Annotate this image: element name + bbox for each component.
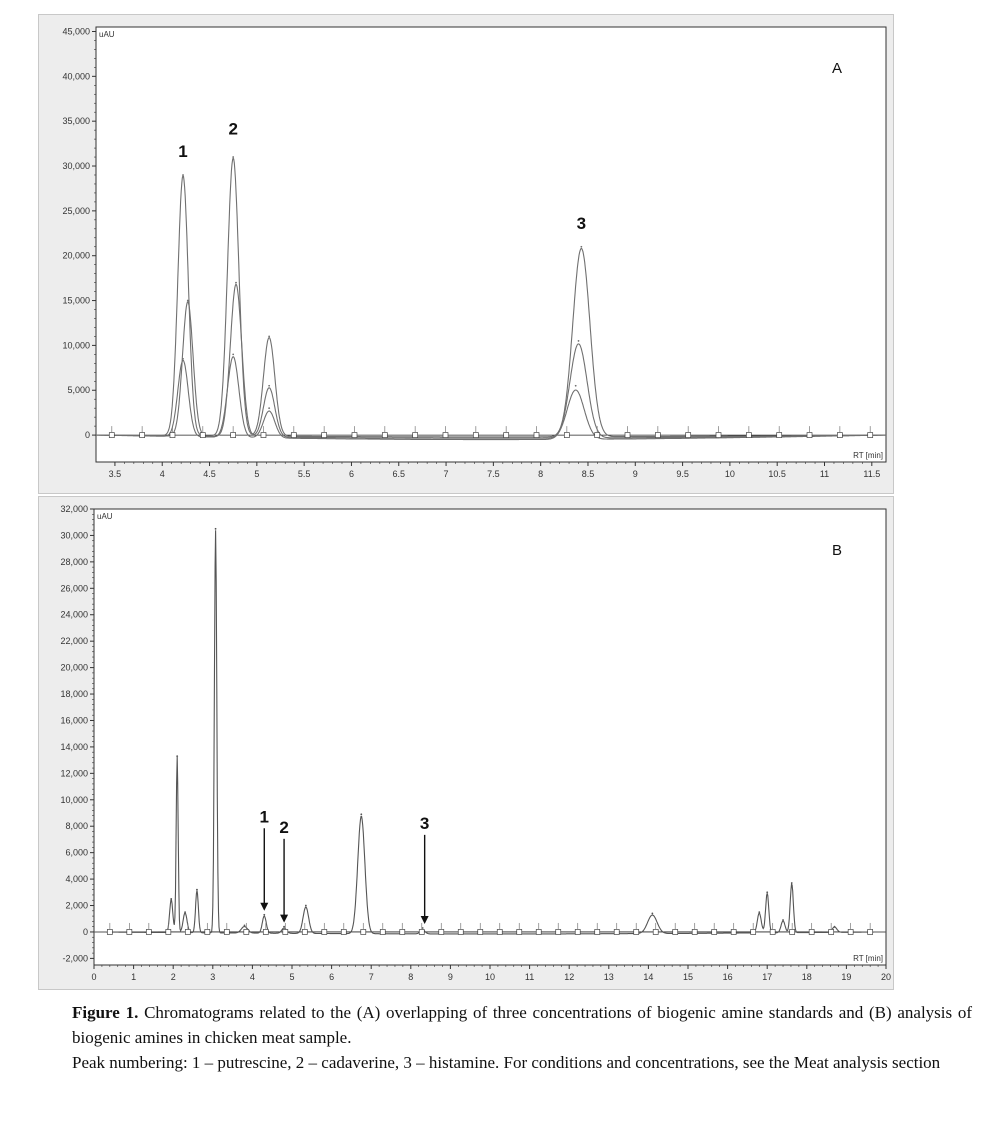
chart-b-integration-marker: [419, 929, 424, 934]
chart-b-integration-marker: [536, 929, 541, 934]
caption-line-1: Chromatograms related to the (A) overlapping of three concentrations of biogenic amine standards and (B) analysis of biogenic amines in chicken meat sample.: [72, 1003, 973, 1047]
chart-b-peak-point: [834, 926, 836, 928]
chart-b-y-tick-label: 12,000: [60, 768, 88, 779]
chart-a-x-tick-label: 11.5: [863, 469, 881, 479]
chart-b-y-tick-label: 8,000: [65, 821, 88, 832]
chart-b-peak-point: [170, 898, 172, 900]
chart-b-integration-marker: [322, 929, 327, 934]
chart-a-y-unit: uAU: [99, 30, 115, 39]
chart-a-x-tick-label: 6.5: [392, 469, 406, 479]
chart-b-peak-point: [758, 911, 760, 913]
chart-b-integration-marker: [380, 929, 385, 934]
chart-b-x-tick-label: 20: [880, 972, 892, 982]
chart-b-peak-point: [244, 924, 246, 926]
chart-b-integration-marker: [263, 929, 268, 934]
chart-b-y-tick-label: 20,000: [60, 662, 88, 673]
chart-b-integration-marker: [673, 929, 678, 934]
chart-b-integration-marker: [809, 929, 814, 934]
figure-caption: [72, 1000, 972, 1075]
chart-b-integration-marker: [439, 929, 444, 934]
chart-b-x-tick-label: 14: [643, 972, 654, 982]
chart-b-x-unit: RT [min]: [853, 954, 883, 963]
chart-a-y-tick-label: 45,000: [62, 26, 90, 37]
chart-b-x-tick-label: 4: [249, 972, 255, 982]
chart-b-peak-point: [360, 813, 362, 815]
chart-a-x-tick-label: 3.5: [108, 469, 122, 479]
chart-b-x-tick-label: 0: [91, 972, 97, 982]
chart-b-y-tick-label: 18,000: [60, 689, 88, 700]
chart-b-integration-marker: [692, 929, 697, 934]
chart-b-peak-point: [263, 914, 265, 916]
chart-b-peak-point: [651, 913, 653, 915]
chart-a-x-unit: RT [min]: [853, 451, 883, 460]
chart-b-x-tick-label: 1: [131, 972, 137, 982]
chart-a-y-tick-label: 5,000: [67, 385, 90, 396]
chart-b-integration-marker: [653, 929, 658, 934]
chart-b-peak-point: [176, 755, 178, 757]
chart-a-x-tick-label: 7.5: [487, 469, 500, 479]
chart-b-integration-marker: [127, 929, 132, 934]
chart-a-y-tick-label: 25,000: [62, 205, 90, 216]
chart-b-integration-marker: [341, 929, 346, 934]
chart-b-peak-point: [196, 889, 198, 891]
chart-a-x-tick-label: 11: [819, 469, 830, 479]
chart-b-x-tick-label: 7: [368, 972, 374, 982]
chart-a-panel-label: A: [832, 60, 843, 77]
chart-b-integration-marker: [634, 929, 639, 934]
chart-b-x-tick-label: 11: [524, 972, 535, 982]
chart-b-integration-marker: [575, 929, 580, 934]
chart-b-integration-marker: [224, 929, 229, 934]
chart-b-y-tick-label: 4,000: [65, 874, 88, 885]
chart-b-y-tick-label: 10,000: [60, 794, 88, 805]
chart-a-x-tick-label: 9.5: [676, 469, 689, 479]
chart-b-y-tick-label: 2,000: [65, 900, 88, 911]
chart-b-integration-marker: [790, 929, 795, 934]
chart-b-peak-point: [184, 911, 186, 913]
chart-a-y-tick-label: 0: [84, 430, 90, 441]
chart-b-integration-marker: [595, 929, 600, 934]
chart-b-integration-marker: [205, 929, 210, 934]
chart-b-x-tick-label: 17: [762, 972, 773, 982]
chart-a-x-tick-label: 8.5: [581, 469, 595, 479]
chart-b-integration-marker: [556, 929, 561, 934]
chart-b-x-tick-label: 19: [841, 972, 852, 982]
chart-b-y-tick-label: 6,000: [65, 847, 88, 858]
chart-b-y-tick-label: 30,000: [60, 530, 88, 541]
chart-b-integration-marker: [497, 929, 502, 934]
chart-b-integration-marker: [185, 929, 190, 934]
chart-a-peak-label-2: 2: [228, 119, 238, 139]
chart-b-peak-label-2: 2: [279, 817, 289, 837]
chart-b-integration-marker: [166, 929, 171, 934]
chart-b-peak-point: [215, 528, 217, 530]
chart-b-peak-point: [283, 926, 285, 928]
chart-b-y-tick-label: 16,000: [60, 715, 88, 726]
chart-a-x-tick-label: 7: [443, 469, 449, 479]
chart-b-y-tick-label: 28,000: [60, 556, 88, 567]
chart-b-x-tick-label: 18: [801, 972, 812, 982]
chart-b-integration-marker: [848, 929, 853, 934]
chart-a-x-tick-label: 5: [254, 469, 260, 479]
chart-a-y-tick-label: 20,000: [62, 250, 90, 261]
chart-b-peak-label-3: 3: [419, 813, 430, 833]
chart-b-integration-marker: [829, 929, 834, 934]
chart-b-y-tick-label: 32,000: [60, 504, 88, 514]
chart-b-integration-marker: [478, 929, 483, 934]
chart-a-peak-label-3: 3: [576, 213, 587, 233]
chart-b-y-tick-label: -2,000: [62, 953, 88, 964]
caption-line-2: Peak numbering: 1 – putrescine, 2 – cadaverine, 3 – histamine. For conditions and concentrations, see the Meat analysis section: [72, 1053, 941, 1072]
chart-b-integration-marker: [712, 929, 717, 934]
chart-b-integration-marker: [302, 929, 307, 934]
chart-a-x-tick-label: 5.5: [297, 469, 311, 479]
chart-b-panel-label: B: [832, 542, 843, 559]
chart-b-integration-marker: [361, 929, 366, 934]
chart-b-peak-point: [791, 882, 793, 884]
chart-b-integration-marker: [751, 929, 756, 934]
chart-b-integration-marker: [458, 929, 463, 934]
chart-a-x-tick-label: 10: [724, 469, 735, 479]
chart-b-integration-marker: [868, 929, 873, 934]
chart-b-x-tick-label: 8: [408, 972, 414, 982]
chart-a-y-tick-label: 35,000: [62, 116, 90, 127]
chart-b-x-tick-label: 3: [210, 972, 216, 982]
chart-a-x-tick-label: 9: [632, 469, 638, 479]
chart-b-integration-marker: [614, 929, 619, 934]
chart-a-y-tick-label: 10,000: [62, 340, 90, 351]
chart-a-y-tick-label: 15,000: [62, 295, 90, 306]
chart-b-y-tick-label: 22,000: [60, 636, 88, 647]
chart-b-integration-marker: [731, 929, 736, 934]
chart-b-peak-label-1: 1: [259, 807, 270, 827]
chart-b-y-tick-label: 0: [82, 926, 88, 937]
chart-b-integration-marker: [517, 929, 522, 934]
chart-b-x-tick-label: 9: [447, 972, 453, 982]
chart-b-y-tick-label: 14,000: [60, 741, 88, 752]
chart-b-x-tick-label: 12: [564, 972, 575, 982]
chart-b-y-tick-label: 26,000: [60, 583, 88, 594]
chart-b-x-tick-label: 2: [170, 972, 176, 982]
chart-b-integration-marker: [283, 929, 288, 934]
chart-a-y-tick-label: 40,000: [62, 71, 90, 82]
chart-b-x-tick-label: 10: [484, 972, 496, 982]
figure-label: Figure 1.: [72, 1003, 139, 1022]
chart-b-integration-marker: [107, 929, 112, 934]
chart-b-y-tick-label: 24,000: [60, 609, 88, 620]
chart-b-x-tick-label: 15: [682, 972, 694, 982]
chart-b-integration-marker: [400, 929, 405, 934]
chart-b-peak-point: [782, 919, 784, 921]
chart-b-x-tick-label: 13: [603, 972, 614, 982]
chart-a-x-tick-label: 6: [348, 469, 354, 479]
chart-b-integration-marker: [146, 929, 151, 934]
chart-b-x-tick-label: 6: [329, 972, 335, 982]
chart-b-peak-point: [305, 905, 307, 907]
chart-a-x-tick-label: 4: [159, 469, 165, 479]
chart-a-x-tick-label: 10.5: [768, 469, 786, 479]
chart-b-x-tick-label: 16: [722, 972, 733, 982]
chart-b-y-unit: uAU: [97, 512, 113, 521]
chart-a-x-tick-label: 4.5: [203, 469, 216, 479]
chart-b-integration-marker: [244, 929, 249, 934]
chart-a-x-tick-label: 8: [538, 469, 544, 479]
chart-a-y-tick-label: 30,000: [62, 161, 90, 172]
chart-a-peak-label-1: 1: [178, 142, 188, 162]
chart-b-x-tick-label: 5: [289, 972, 295, 982]
chart-b-integration-marker: [770, 929, 775, 934]
chart-b-peak-point: [766, 891, 768, 893]
